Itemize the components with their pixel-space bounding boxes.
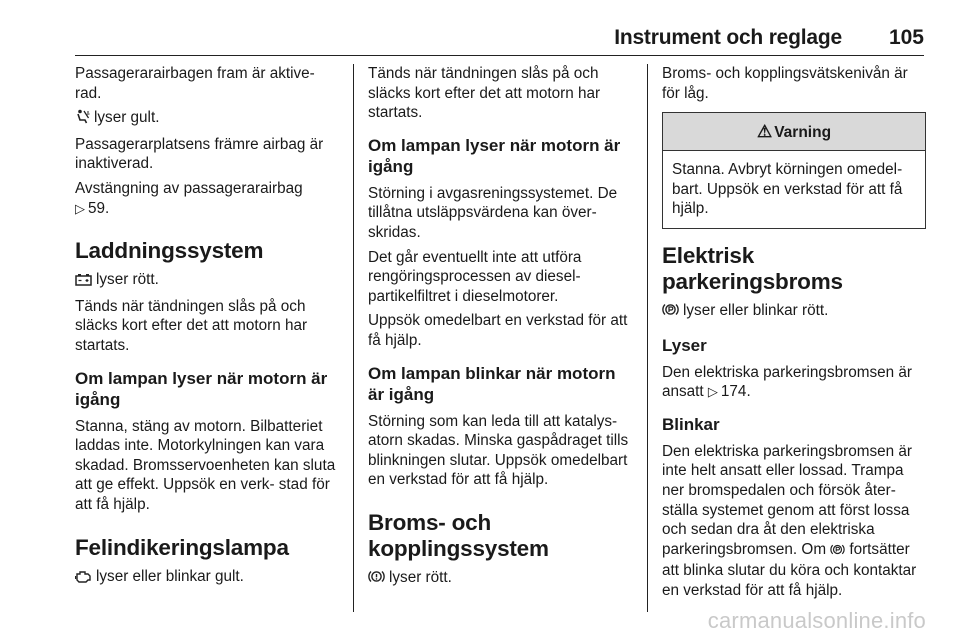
- paragraph: Störning i avgasreningssystemet. De tillåtna utsläppsvärdena kan över- skridas.: [368, 184, 618, 241]
- paragraph-text: lyser gult.: [94, 109, 160, 127]
- paragraph: Tänds när tändningen slås på och släcks kort efter det att motorn har startats.: [75, 297, 308, 354]
- column-3: [662, 64, 926, 606]
- engine-icon: [75, 569, 92, 589]
- subsection-heading: Om lampan blinkar när motorn är igång: [368, 363, 616, 404]
- parking-brake-icon: [662, 302, 679, 323]
- page-reference: 59.: [88, 199, 110, 217]
- watermark: carmanualsonline.info: [707, 608, 926, 633]
- paragraph: [662, 363, 926, 402]
- battery-icon: [75, 272, 92, 292]
- section-heading: Elektrisk parkeringsbroms: [662, 242, 843, 294]
- paragraph: [368, 568, 634, 590]
- page-header: [0, 0, 960, 56]
- subsection-heading: Om lampan lyser när motorn är igång: [368, 135, 621, 176]
- subsection-heading: Lyser: [662, 335, 707, 355]
- paragraph: Uppsök omedelbart en verkstad för att få hjälp.: [368, 312, 628, 349]
- column-2: [368, 64, 634, 595]
- paragraph: Passagerarplatsens främre airbag är inaktiverad.: [75, 135, 324, 173]
- header-rule: [75, 55, 924, 56]
- paragraph-text: lyser eller blinkar rött.: [683, 301, 829, 319]
- column-divider: [353, 64, 354, 612]
- paragraph: Det går eventuellt inte att utföra rengöringsprocessen av diesel- partikelfiltret i dieselmotorer.: [368, 248, 582, 305]
- paragraph-text: lyser eller blinkar gult.: [96, 567, 244, 585]
- warning-triangle-icon: ⚠: [756, 122, 773, 142]
- paragraph-text: lyser rött.: [389, 568, 452, 586]
- page-reference: 174.: [720, 383, 751, 401]
- paragraph-text: fortsätter att blinka slutar du köra och kontaktar en verkstad för att få hjälp.: [662, 540, 917, 599]
- paragraph-text: Den elektriska parkeringsbromsen är ansatt: [662, 363, 912, 401]
- subsection-heading: Blinkar: [662, 414, 720, 434]
- warning-box: [662, 112, 926, 229]
- paragraph: [75, 108, 345, 130]
- paragraph: Störning som kan leda till att katalys- atorn skadas. Minska gaspådraget tills blinkningen slutar. Uppsök omedelbart en verkstad för att få hjälp.: [368, 412, 629, 489]
- reference-arrow-icon: ▷: [707, 384, 718, 400]
- paragraph: [662, 301, 926, 323]
- paragraph: [662, 442, 926, 601]
- section-heading: Felindikeringslampa: [75, 534, 289, 560]
- paragraph: Passagerarairbagen fram är aktive- rad.: [75, 65, 315, 102]
- warning-body: Stanna. Avbryt körningen omedel- bart. Uppsök en verkstad för att få hjälp.: [672, 161, 903, 218]
- parking-brake-icon: [830, 542, 845, 562]
- page-number: 105: [888, 26, 924, 49]
- paragraph: Tänds när tändningen slås på och släcks kort efter det att motorn har startats.: [368, 65, 601, 122]
- airbag-off-icon: [75, 109, 90, 130]
- paragraph: [75, 179, 345, 218]
- paragraph: [75, 567, 345, 589]
- warning-header: [663, 113, 925, 151]
- reference-arrow-icon: ▷: [75, 200, 85, 216]
- header-title: Instrument och reglage: [614, 26, 842, 49]
- warning-title: Varning: [774, 124, 832, 142]
- paragraph-text: Den elektriska parkeringsbromsen är inte helt ansatt eller lossad. Trampa ner bromspedalen och försök åter- ställa systemet genom att först lossa och sedan dra åt den elektriska parkeringsbromsen. Om: [662, 442, 912, 558]
- paragraph-text: Avstängning av passagerarairbag: [75, 179, 303, 197]
- subsection-heading: Om lampan lyser när motorn är igång: [75, 368, 328, 409]
- brake-warning-icon: [368, 569, 385, 590]
- paragraph: Stanna, stäng av motorn. Bilbatteriet laddas inte. Motorkylningen kan vara skadad. Bromsservoenheten kan sluta att ge effekt. Uppsök en verk- stad för att få hjälp.: [75, 417, 336, 513]
- paragraph: [75, 270, 345, 292]
- column-divider: [647, 64, 648, 612]
- section-heading: Laddningssystem: [75, 238, 264, 264]
- column-1: [75, 64, 345, 593]
- paragraph: Broms- och kopplingsvätskenivån är för låg.: [662, 65, 908, 102]
- paragraph-text: lyser rött.: [96, 271, 159, 289]
- section-heading: Broms- och kopplingssystem: [368, 509, 549, 561]
